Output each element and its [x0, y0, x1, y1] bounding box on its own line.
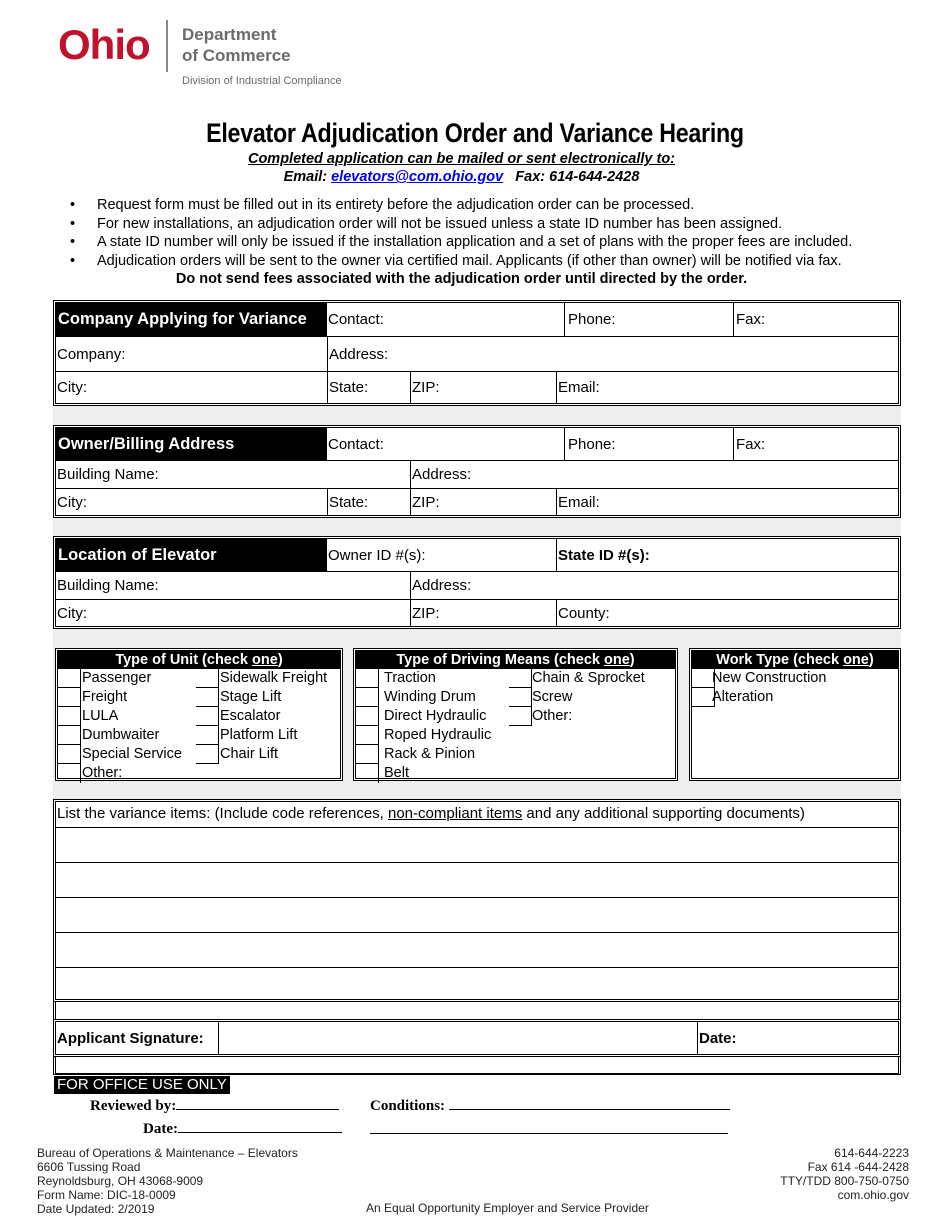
footer-line: Date Updated: 2/2019 [37, 1202, 155, 1216]
dumbwaiter-checkbox[interactable] [58, 726, 81, 745]
driving-option: Belt [384, 765, 409, 781]
footer-line: Form Name: DIC-18-0009 [37, 1188, 176, 1202]
company-fax-field[interactable]: Fax: [736, 311, 766, 328]
company-row-1 [56, 303, 898, 337]
screw-checkbox[interactable] [509, 688, 532, 707]
signature-label: Applicant Signature: [57, 1029, 204, 1047]
location-building-field[interactable]: Building Name: [57, 577, 159, 594]
work-type-box [689, 648, 901, 781]
driving-option: Screw [532, 689, 573, 705]
driving-means-box [353, 648, 678, 781]
owner-contact-field[interactable]: Contact: [328, 435, 384, 453]
email-label: Email: [283, 169, 328, 185]
division-name: Division of Industrial Compliance [182, 75, 342, 87]
footer-line: Bureau of Operations & Maintenance – Elevators [37, 1146, 298, 1160]
sidewalk-freight-checkbox[interactable] [196, 669, 219, 688]
variance-line-1[interactable] [56, 828, 898, 862]
driving-other-checkbox[interactable] [509, 707, 532, 726]
owner-address-field[interactable]: Address: [412, 466, 472, 483]
owner-id-field[interactable]: Owner ID #(s): [328, 546, 426, 564]
unit-other-checkbox[interactable] [58, 764, 81, 783]
unit-option: Platform Lift [220, 727, 298, 743]
equal-opportunity-statement: An Equal Opportunity Employer and Service Provider [366, 1201, 649, 1215]
footer-contact [780, 1146, 909, 1202]
owner-zip-field[interactable]: ZIP: [412, 493, 440, 511]
company-email-field[interactable]: Email: [558, 379, 600, 396]
conditions-label: Conditions: [370, 1098, 446, 1114]
instruction-item: • For new installations, an adjudication order will not be issued unless a state ID number has been assigned. [70, 215, 852, 234]
reviewed-by-line[interactable] [176, 1096, 339, 1110]
traction-checkbox[interactable] [356, 669, 379, 688]
owner-city-field[interactable]: City: [57, 493, 87, 511]
state-id-field[interactable]: State ID #(s): [558, 546, 650, 564]
form-subtitle: Completed application can be mailed or sent electronically to: [247, 151, 676, 167]
footer-fax: Fax 614 -644-2428 [807, 1160, 909, 1174]
variance-line-4[interactable] [56, 933, 898, 967]
driving-option: Chain & Sprocket [532, 670, 645, 686]
owner-section-header: Owner/Billing Address [56, 428, 327, 460]
location-section-header: Location of Elevator [56, 539, 327, 571]
owner-row-3 [56, 489, 898, 515]
driving-option: Other: [532, 708, 573, 724]
location-section [53, 536, 901, 629]
unit-type-box [55, 648, 343, 781]
contact-line [0, 169, 923, 185]
direct-hydraulic-checkbox[interactable] [356, 707, 379, 726]
unit-option: Dumbwaiter [82, 727, 160, 743]
work-type-header: Work Type (check one) [692, 651, 898, 669]
dept-line-2: of Commerce [182, 46, 291, 65]
reviewed-by-row [90, 1096, 339, 1115]
ohio-logo [58, 22, 150, 68]
driving-option: Winding Drum [384, 689, 476, 705]
company-phone-field[interactable]: Phone: [568, 311, 616, 328]
unit-option: Chair Lift [220, 746, 279, 762]
company-city-field[interactable]: City: [57, 379, 87, 396]
signature-field[interactable] [219, 1022, 697, 1054]
unit-option: Sidewalk Freight [220, 670, 328, 686]
signature-section [53, 1019, 901, 1057]
instruction-item: • Adjudication orders will be sent to the owner via certified mail. Applicants (if other than owner) will be notified via fax. [70, 252, 852, 271]
unit-option: LULA [82, 708, 119, 724]
owner-row-2 [56, 461, 898, 489]
work-option: New Construction [712, 670, 827, 686]
office-use-header: FOR OFFICE USE ONLY [54, 1076, 230, 1094]
location-county-field[interactable]: County: [558, 604, 610, 622]
freight-checkbox[interactable] [58, 688, 81, 707]
owner-fax-field[interactable]: Fax: [736, 435, 766, 453]
form-title: Elevator Adjudication Order and Variance Hearing [206, 118, 744, 148]
company-section [53, 300, 901, 406]
department-name [182, 24, 291, 66]
unit-option: Escalator [220, 708, 281, 724]
company-zip-field[interactable]: ZIP: [412, 379, 440, 396]
lula-checkbox[interactable] [58, 707, 81, 726]
location-row-2 [56, 572, 898, 600]
unit-option: Stage Lift [220, 689, 282, 705]
variance-section [53, 799, 901, 1002]
unit-option: Other: [82, 765, 123, 781]
special-service-checkbox[interactable] [58, 745, 81, 764]
signature-date-field[interactable]: Date: [699, 1029, 737, 1047]
footer-line: 6606 Tussing Road [37, 1160, 141, 1174]
instruction-item: • A state ID number will only be issued if the installation application and a set of plans with the proper fees are included. [70, 233, 852, 252]
driving-option: Roped Hydraulic [384, 727, 492, 743]
platform-lift-checkbox[interactable] [196, 726, 219, 745]
variance-line-5[interactable] [56, 968, 898, 999]
driving-option: Direct Hydraulic [384, 708, 487, 724]
company-section-header: Company Applying for Variance [56, 303, 327, 336]
office-date-line[interactable] [178, 1119, 342, 1133]
owner-section [53, 425, 901, 518]
footer-tty: TTY/TDD 800-750-0750 [780, 1174, 909, 1188]
conditions-line-1[interactable] [449, 1096, 730, 1110]
fax-number: Fax: 614-644-2428 [515, 169, 640, 185]
unit-option: Passenger [82, 670, 152, 686]
footer-line: Reynoldsburg, OH 43068-9009 [37, 1174, 204, 1188]
conditions-row [370, 1096, 730, 1115]
company-state-field[interactable]: State: [329, 379, 369, 396]
belt-checkbox[interactable] [356, 764, 379, 783]
driving-option: Traction [384, 670, 436, 686]
office-date-label: Date: [143, 1121, 178, 1137]
conditions-line-2[interactable] [370, 1133, 728, 1134]
company-name-field[interactable]: Company: [57, 345, 126, 363]
ohio-logo-text: Ohio [58, 21, 150, 68]
footer-website: com.ohio.gov [837, 1188, 909, 1202]
location-zip-field[interactable]: ZIP: [412, 604, 440, 622]
work-option: Alteration [712, 689, 774, 705]
reviewed-by-label: Reviewed by: [90, 1098, 177, 1114]
unit-option: Special Service [82, 746, 182, 762]
escalator-checkbox[interactable] [196, 707, 219, 726]
company-row-2 [56, 337, 898, 372]
location-row-3 [56, 600, 898, 626]
dept-line-1: Department [182, 25, 277, 44]
winding-drum-checkbox[interactable] [356, 688, 379, 707]
driving-means-header: Type of Driving Means (check one) [356, 651, 675, 669]
fee-warning: Do not send fees associated with the adjudication order until directed by the order. [175, 271, 748, 287]
instruction-item: • Request form must be filled out in its entirety before the adjudication order can be processed. [70, 196, 852, 215]
chair-lift-checkbox[interactable] [196, 745, 219, 764]
unit-option: Freight [82, 689, 128, 705]
logo-divider [166, 20, 168, 72]
office-date-row [143, 1119, 342, 1138]
email-link[interactable]: elevators@com.ohio.gov [331, 169, 504, 185]
passenger-checkbox[interactable] [58, 669, 81, 688]
unit-type-header: Type of Unit (check one) [58, 651, 340, 669]
rack-pinion-checkbox[interactable] [356, 745, 379, 764]
owner-row-1 [56, 428, 898, 461]
location-row-1 [56, 539, 898, 572]
footer-phone: 614-644-2223 [834, 1146, 909, 1160]
location-address-field[interactable]: Address: [412, 577, 472, 594]
section-spacer [53, 518, 901, 536]
variance-line-2[interactable] [56, 863, 898, 897]
company-row-3 [56, 372, 898, 403]
section-spacer [53, 406, 901, 425]
driving-option: Rack & Pinion [384, 746, 476, 762]
variance-line-3[interactable] [56, 898, 898, 932]
variance-instructions: List the variance items: (Include code references, non-compliant items and any additional supporting documents) [57, 805, 805, 822]
owner-email-field[interactable]: Email: [558, 493, 600, 511]
chain-sprocket-checkbox[interactable] [509, 669, 532, 688]
company-address-field[interactable]: Address: [329, 345, 389, 363]
spacer-row [53, 1057, 901, 1075]
company-contact-field[interactable]: Contact: [328, 311, 384, 328]
location-city-field[interactable]: City: [57, 604, 87, 622]
owner-state-field[interactable]: State: [329, 493, 369, 511]
instructions-list [70, 196, 852, 270]
owner-building-field[interactable]: Building Name: [57, 466, 159, 483]
stage-lift-checkbox[interactable] [196, 688, 219, 707]
roped-hydraulic-checkbox[interactable] [356, 726, 379, 745]
owner-phone-field[interactable]: Phone: [568, 435, 616, 453]
footer-address [37, 1146, 298, 1216]
